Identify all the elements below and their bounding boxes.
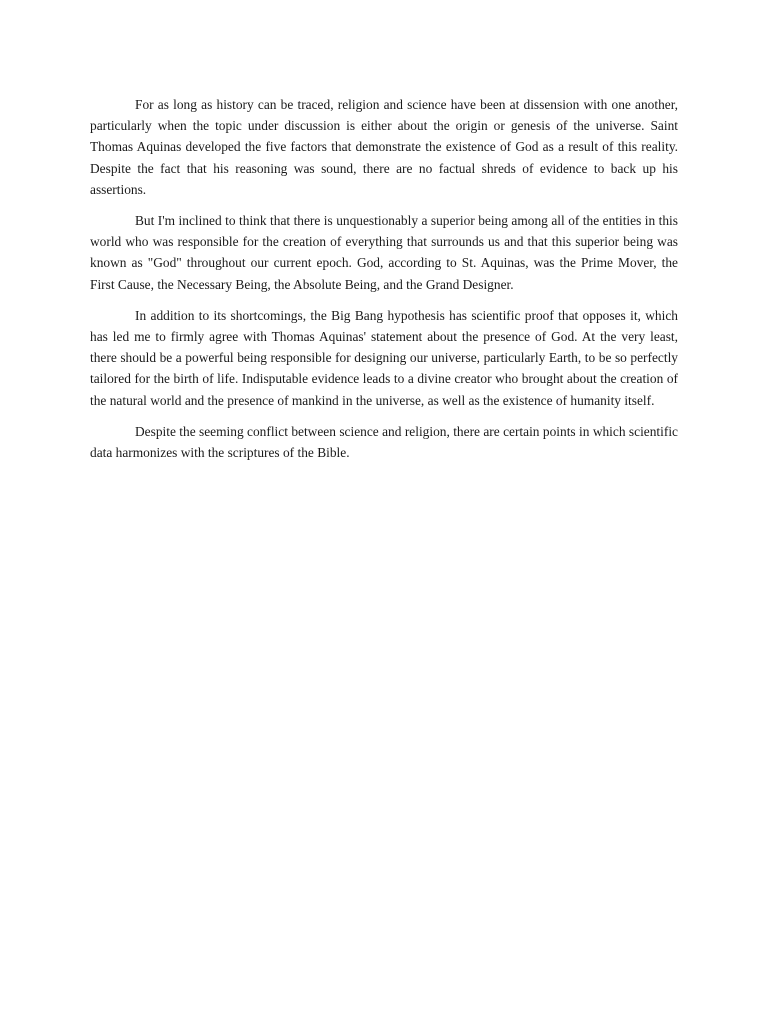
paragraph-2: But I'm inclined to think that there is unquestionably a superior being among all of the entities in this world who was responsible for the creation of everything that surrounds us and that this superior being was known as "God" throughout our current epoch. God, according to St. Aquinas, was the Prime Mover, the First Cause, the Necessary Being, the Absolute Being, and the Grand Designer. [90,213,678,292]
paragraph-3: In addition to its shortcomings, the Big Bang hypothesis has scientific proof that opposes it, which has led me to firmly agree with Thomas Aquinas' statement about the presence of God. At the very least, there should be a powerful being responsible for designing our universe, particularly Earth, to be so perfectly tailored for the birth of life. Indisputable evidence leads to a divine creator who brought about the creation of the natural world and the presence of mankind in the universe, as well as the existence of humanity itself. [90,307,678,408]
document-body [90,94,678,463]
paragraph-4: Despite the seeming conflict between science and religion, there are certain points in which scientific data harmonizes with the scriptures of the Bible. [90,423,678,461]
paragraph-1: For as long as history can be traced, religion and science have been at dissension with one another, particularly when the topic under discussion is either about the origin or genesis of the universe. Saint Thomas Aquinas developed the five factors that demonstrate the existence of God as a result of this reality. Despite the fact that his reasoning was sound, there are no factual shreds of evidence to back up his assertions. [90,97,678,197]
